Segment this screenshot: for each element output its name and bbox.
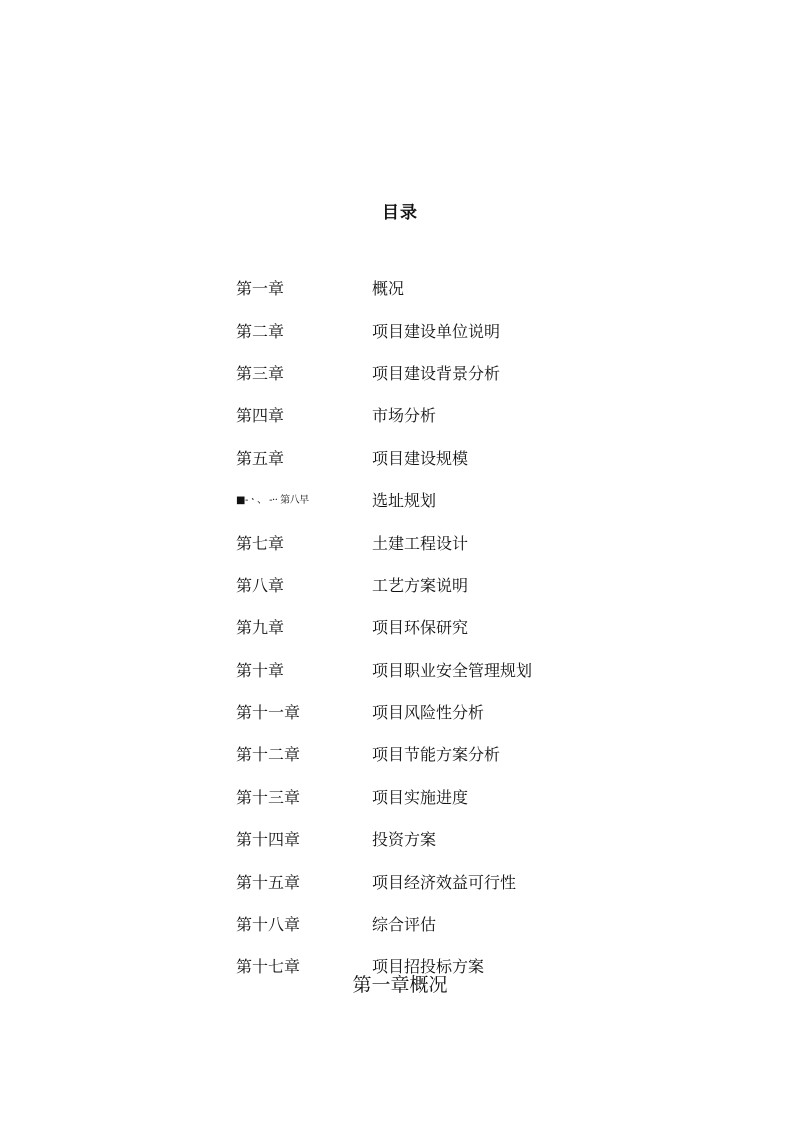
toc-chapter-label: 第四章 xyxy=(236,406,285,426)
toc-topic-label: 工艺方案说明 xyxy=(372,575,469,595)
toc-topic-label: 项目建设背景分析 xyxy=(372,363,501,383)
toc-topic-label: 土建工程设计 xyxy=(372,533,469,553)
toc-chapter-label: 第十一章 xyxy=(236,703,301,723)
toc-topic-label: 项目实施进度 xyxy=(372,787,469,807)
toc-topic-label: 综合评估 xyxy=(372,915,437,935)
toc-row xyxy=(236,904,656,946)
toc-row xyxy=(236,310,656,352)
toc-topic-label: 市场分析 xyxy=(372,406,437,426)
toc-topic-label: 项目建设规模 xyxy=(372,448,469,468)
toc-row xyxy=(236,692,656,734)
toc-chapter-label: 第十三章 xyxy=(236,787,301,807)
toc-topic-label: 项目经济效益可行性 xyxy=(372,872,517,892)
toc-topic-label: 项目节能方案分析 xyxy=(372,745,501,765)
toc-row xyxy=(236,353,656,395)
toc-row xyxy=(236,734,656,776)
toc-topic-label: 投资方案 xyxy=(372,830,437,850)
toc-topic-label: 项目建设单位说明 xyxy=(372,321,501,341)
toc-chapter-label: 第五章 xyxy=(236,448,285,468)
chapter-heading: 第一章概况 xyxy=(352,974,448,996)
toc-chapter-label: 第十章 xyxy=(236,660,285,680)
toc-chapter-label: ■-ㆍ、 -·· 第八早 xyxy=(236,495,309,507)
toc-chapter-label: 第八章 xyxy=(236,575,285,595)
toc-title: 目录 xyxy=(382,203,418,223)
toc-chapter-label: 第一章 xyxy=(236,279,285,299)
toc-row xyxy=(236,861,656,903)
toc-row xyxy=(236,819,656,861)
toc-row xyxy=(236,607,656,649)
toc-row xyxy=(236,480,656,522)
toc-row xyxy=(236,438,656,480)
toc-row xyxy=(236,522,656,564)
toc-chapter-label: 第二章 xyxy=(236,321,285,341)
toc-topic-label: 项目风险性分析 xyxy=(372,703,485,723)
toc-row xyxy=(236,268,656,310)
toc-row xyxy=(236,395,656,437)
toc-topic-label: 项目招投标方案 xyxy=(372,957,485,977)
toc-chapter-label: 第十七章 xyxy=(236,957,301,977)
toc-chapter-label: 第十八章 xyxy=(236,915,301,935)
toc-chapter-label: 第九章 xyxy=(236,618,285,638)
toc-topic-label: 项目职业安全管理规划 xyxy=(372,660,533,680)
toc-row xyxy=(236,650,656,692)
toc-chapter-label: 第十四章 xyxy=(236,830,301,850)
toc-topic-label: 选址规划 xyxy=(372,491,437,511)
toc-chapter-label: 第七章 xyxy=(236,533,285,553)
toc-topic-label: 概况 xyxy=(372,279,405,299)
toc-chapter-label: 第三章 xyxy=(236,363,285,383)
toc-list xyxy=(236,268,656,989)
toc-row xyxy=(236,777,656,819)
toc-topic-label: 项目环保研究 xyxy=(372,618,469,638)
toc-chapter-label: 第十五章 xyxy=(236,872,301,892)
toc-chapter-label: 第十二章 xyxy=(236,745,301,765)
toc-row xyxy=(236,565,656,607)
